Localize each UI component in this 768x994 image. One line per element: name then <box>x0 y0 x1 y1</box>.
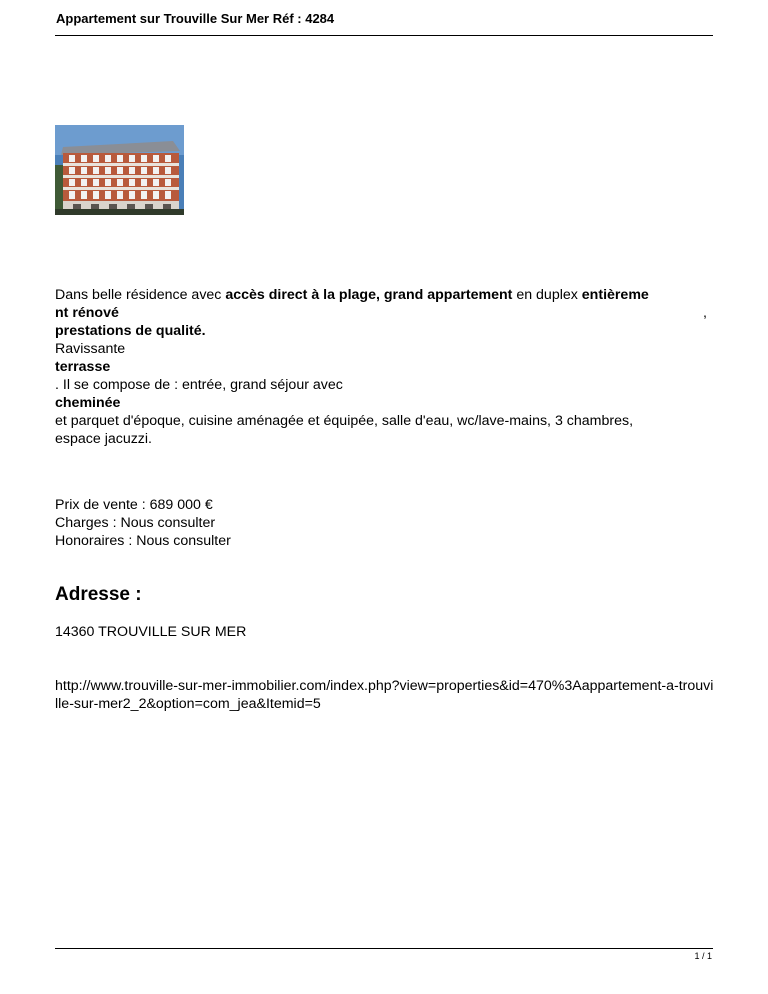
address-heading: Adresse : <box>55 584 142 605</box>
agency-fees: Honoraires : Nous consulter <box>55 533 231 549</box>
page-number: 1 / 1 <box>694 951 712 961</box>
charges: Charges : Nous consulter <box>55 515 216 531</box>
footer-divider <box>55 948 713 949</box>
description-line-7 <box>55 394 707 412</box>
description-highlight: entièreme <box>581 287 649 303</box>
description-highlight: prestations de qualité. <box>55 323 206 339</box>
document-title: Appartement sur Trouville Sur Mer Réf : 4284 <box>56 11 335 26</box>
description-comma: , <box>703 305 707 321</box>
header-divider <box>55 35 713 36</box>
description-text: Dans belle résidence avec <box>55 287 226 303</box>
property-description <box>55 286 707 448</box>
listing-url[interactable]: http://www.trouville-sur-mer-immobilier.com/index.php?view=properties&id=470%3Aappartement-a-trouville-sur-mer2_2&option=com_jea&Itemid=5 <box>55 678 714 712</box>
address-value: 14360 TROUVILLE SUR MER <box>55 624 247 640</box>
description-highlight: nt rénové <box>55 305 119 321</box>
description-line-1 <box>55 286 707 304</box>
description-line-2 <box>55 304 707 322</box>
description-line-4: Ravissante <box>55 341 126 357</box>
building-photo-icon <box>55 125 184 215</box>
description-line-8: et parquet d'époque, cuisine aménagée et équipée, salle d'eau, wc/lave-mains, 3 chambres, <box>55 413 634 429</box>
description-highlight: cheminée <box>55 395 121 411</box>
pricing-block <box>55 496 231 550</box>
description-highlight: accès direct à la plage, grand appartement <box>225 287 513 303</box>
description-highlight: terrasse <box>55 359 111 375</box>
sale-price: Prix de vente : 689 000 € <box>55 497 213 513</box>
description-line-9: espace jacuzzi. <box>55 431 152 447</box>
description-line-5 <box>55 358 707 376</box>
description-line-3 <box>55 322 707 340</box>
description-text: en duplex <box>512 287 582 303</box>
description-line-6: . Il se compose de : entrée, grand séjour avec <box>55 377 343 393</box>
